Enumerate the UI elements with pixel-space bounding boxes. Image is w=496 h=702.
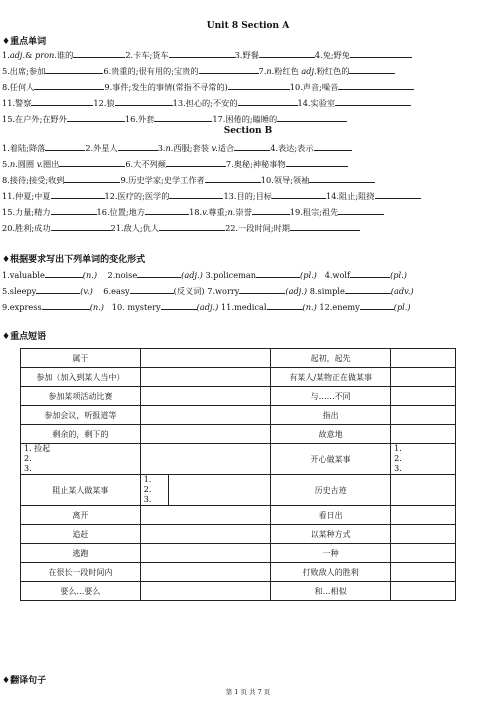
answer-cell[interactable] xyxy=(140,563,270,582)
answer-blank[interactable] xyxy=(267,300,303,310)
answer-cell[interactable] xyxy=(391,525,456,544)
answer-cell[interactable] xyxy=(140,387,270,406)
answer-blank[interactable] xyxy=(338,205,384,215)
answer-blank[interactable] xyxy=(42,300,90,310)
answer-blank[interactable] xyxy=(238,96,298,106)
answer-blank[interactable] xyxy=(34,80,104,90)
answer-blank[interactable] xyxy=(256,268,300,278)
answer-blank[interactable] xyxy=(166,157,226,167)
answer-blank[interactable] xyxy=(239,284,285,294)
vocab-a-line-5: 15.在户外;在野外 16.外套 17.困倦的;瞌睡的 xyxy=(2,112,494,125)
answer-blank[interactable] xyxy=(314,141,352,151)
phrase-cell: 指出 xyxy=(271,406,391,425)
answer-blank[interactable] xyxy=(154,112,212,122)
answer-blank[interactable] xyxy=(145,205,189,215)
answer-blank[interactable] xyxy=(161,300,197,310)
phrase-cell: 开心做某事 xyxy=(271,444,391,475)
table-row xyxy=(21,444,456,475)
answer-blank[interactable] xyxy=(360,300,394,310)
phrase-cell: 参加会议，听报道等 xyxy=(21,406,141,425)
answer-blank[interactable] xyxy=(290,221,360,231)
phrase-cell: 参加某项活动比赛 xyxy=(21,387,141,406)
answer-blank[interactable] xyxy=(67,112,125,122)
vocab-a-line-2: 5.出席;参加 6.贵重的;很有用的;宝贵的 7.n.粉红色 adj.粉红色的 xyxy=(2,64,494,77)
answer-cell[interactable] xyxy=(391,387,456,406)
answer-cell[interactable] xyxy=(140,544,270,563)
phrase-cell-multi: 1. 捡起 2. 3. xyxy=(21,444,141,475)
answer-cell[interactable] xyxy=(391,406,456,425)
table-row xyxy=(21,525,456,544)
answer-blank[interactable] xyxy=(51,189,105,199)
answer-blank[interactable] xyxy=(45,64,103,74)
answer-cell[interactable] xyxy=(391,582,456,601)
sentences-heading: ♦翻译句子 xyxy=(2,676,47,686)
answer-cell[interactable] xyxy=(140,349,270,368)
answer-blank[interactable] xyxy=(350,48,412,58)
phrase-cell: 要么…要么 xyxy=(21,582,141,601)
answer-cell[interactable] xyxy=(140,425,270,444)
answer-blank[interactable] xyxy=(286,157,348,167)
answer-blank[interactable] xyxy=(59,157,125,167)
phrase-cell: 剩余的，剩下的 xyxy=(21,425,141,444)
phrases-heading: ♦重点短语 xyxy=(2,332,47,342)
phrase-cell: 一种 xyxy=(271,544,391,563)
answer-cell[interactable] xyxy=(391,349,456,368)
answer-cell[interactable] xyxy=(391,563,456,582)
phrase-cell: 起初，起先 xyxy=(271,349,391,368)
answer-blank[interactable] xyxy=(277,112,347,122)
answer-cell[interactable] xyxy=(391,475,456,506)
forms-line-1: 1.valuable (n.) 2.noise (adj.) 3.policeman (pl.) 4.wolf (pl.) xyxy=(2,270,407,280)
phrase-cell: 离开 xyxy=(21,506,141,525)
phrase-cell: 参加（加入到某人当中） xyxy=(21,368,141,387)
answer-cell[interactable] xyxy=(140,582,270,601)
answer-blank[interactable] xyxy=(252,205,290,215)
phrase-cell: 在很长一段时间内 xyxy=(21,563,141,582)
answer-blank[interactable] xyxy=(375,189,421,199)
table-row xyxy=(21,563,456,582)
forms-line-2: 5.sleepy (v.) 6.easy (反义词) 7.worry (adj.) 8.simple (adv.) xyxy=(2,286,414,296)
answer-blank[interactable] xyxy=(51,205,97,215)
phrase-cell: 故意地 xyxy=(271,425,391,444)
vocab-b-line-6: 20.胜利;成功 21.敌人;仇人 22.一段时间;时期 xyxy=(2,221,494,234)
table-row xyxy=(21,506,456,525)
answer-cell[interactable] xyxy=(140,525,270,544)
phrase-cell: 属于 xyxy=(21,349,141,368)
forms-line-3: 9.express (n.) 10. mystery (adj.) 11.medical (n.) 12.enemy (pl.) xyxy=(2,302,411,312)
vocab-a-line-1: 1.adj.& pron.谁的 2.卡车;货车 3.野餐 4.兔;野兔 xyxy=(2,48,494,61)
vocab-a-line-3: 8.任何人 9.事件;发生的事情(常指不寻常的) 10.声音;噪音 xyxy=(2,80,494,93)
answer-blank[interactable] xyxy=(309,173,375,183)
table-row xyxy=(21,582,456,601)
table-row xyxy=(21,368,456,387)
vocab-a-line-4: 11.警察 12.狼 13.担心的;不安的 14.实验室 xyxy=(2,96,494,109)
table-row xyxy=(21,475,456,506)
vocab-b-line-4: 11.仲夏;中夏 12.医疗的;医学的 13.目的;目标 14.阻止;阻挠 xyxy=(2,189,494,202)
vocab-b-line-5: 15.力量;精力 16.位置;地方 18.v.尊重;n.崇誉 19.租宗;祖先 xyxy=(2,205,494,218)
vocab-b-line-1: 1.着陆;降落 2.外星人 3.n.西服;套装 v.适合 4.表达;表示 xyxy=(2,141,494,154)
answer-blank[interactable] xyxy=(349,64,395,74)
phrase-cell: 阻止某人做某事 xyxy=(21,475,141,506)
vocab-b-line-2: 5.n.圆圈 v.圈出 6.大不列颠 7.奥秘;神秘事物 xyxy=(2,157,494,170)
answer-blank[interactable] xyxy=(234,141,270,151)
phrase-cell: 打败敌人的胜利 xyxy=(271,563,391,582)
vocab-b-line-3: 8.接待;接受;收到 9.历史学家;史学工作者 10.领导;领袖 xyxy=(2,173,494,186)
answer-cell[interactable] xyxy=(140,444,270,475)
answer-cell[interactable] xyxy=(140,368,270,387)
page-title: Unit 8 Section A xyxy=(206,21,290,31)
answer-blank[interactable] xyxy=(45,268,83,278)
answer-blank[interactable] xyxy=(228,80,290,90)
answer-blank[interactable] xyxy=(137,268,181,278)
answer-cell[interactable] xyxy=(391,506,456,525)
answer-blank[interactable] xyxy=(64,173,120,183)
answer-cell[interactable] xyxy=(391,368,456,387)
phrase-cell: 追赶 xyxy=(21,525,141,544)
phrase-cell: 逃跑 xyxy=(21,544,141,563)
table-row xyxy=(21,425,456,444)
answer-blank[interactable] xyxy=(118,141,158,151)
phrase-cell: 有某人/某物正在做某事 xyxy=(271,368,391,387)
phrase-cell: 和…相似 xyxy=(271,582,391,601)
phrases-table xyxy=(20,348,456,601)
answer-blank[interactable] xyxy=(51,221,111,231)
page-footer: 第 1 页 共 7 页 xyxy=(225,688,271,696)
answer-blank[interactable] xyxy=(335,96,411,106)
answer-blank[interactable] xyxy=(259,48,315,58)
table-row xyxy=(21,387,456,406)
answer-blank[interactable] xyxy=(115,96,173,106)
answer-blank[interactable] xyxy=(345,284,391,294)
answer-cell-multi[interactable]: 1. 2. 3. xyxy=(140,475,169,506)
answer-blank[interactable] xyxy=(338,80,414,90)
answer-blank[interactable] xyxy=(205,173,261,183)
answer-blank[interactable] xyxy=(45,141,85,151)
answer-cell[interactable] xyxy=(140,406,270,425)
table-row xyxy=(21,406,456,425)
answer-blank[interactable] xyxy=(159,221,225,231)
answer-cell[interactable] xyxy=(391,544,456,563)
phrase-cell: 历史古迹 xyxy=(271,475,391,506)
answer-cell[interactable] xyxy=(391,425,456,444)
answer-cell[interactable] xyxy=(140,506,270,525)
answer-cell-multi[interactable]: 1. 2. 3. xyxy=(391,444,456,475)
answer-blank[interactable] xyxy=(36,284,80,294)
answer-blank[interactable] xyxy=(199,64,259,74)
answer-blank[interactable] xyxy=(31,96,93,106)
answer-blank[interactable] xyxy=(169,189,223,199)
answer-blank[interactable] xyxy=(169,48,235,58)
table-row xyxy=(21,544,456,563)
phrase-cell: 看日出 xyxy=(271,506,391,525)
answer-blank[interactable] xyxy=(73,48,125,58)
phrase-cell: 与……不同 xyxy=(271,387,391,406)
answer-blank[interactable] xyxy=(350,268,390,278)
table-row xyxy=(21,349,456,368)
answer-cell[interactable] xyxy=(169,475,271,506)
vocab-heading: ♦重点单词 xyxy=(2,37,47,47)
answer-blank[interactable] xyxy=(272,189,326,199)
answer-blank[interactable] xyxy=(130,284,174,294)
section-b-title: Section B xyxy=(223,126,273,136)
forms-heading: ♦根据要求写出下列单词的变化形式 xyxy=(2,255,146,265)
phrase-cell: 以某种方式 xyxy=(271,525,391,544)
